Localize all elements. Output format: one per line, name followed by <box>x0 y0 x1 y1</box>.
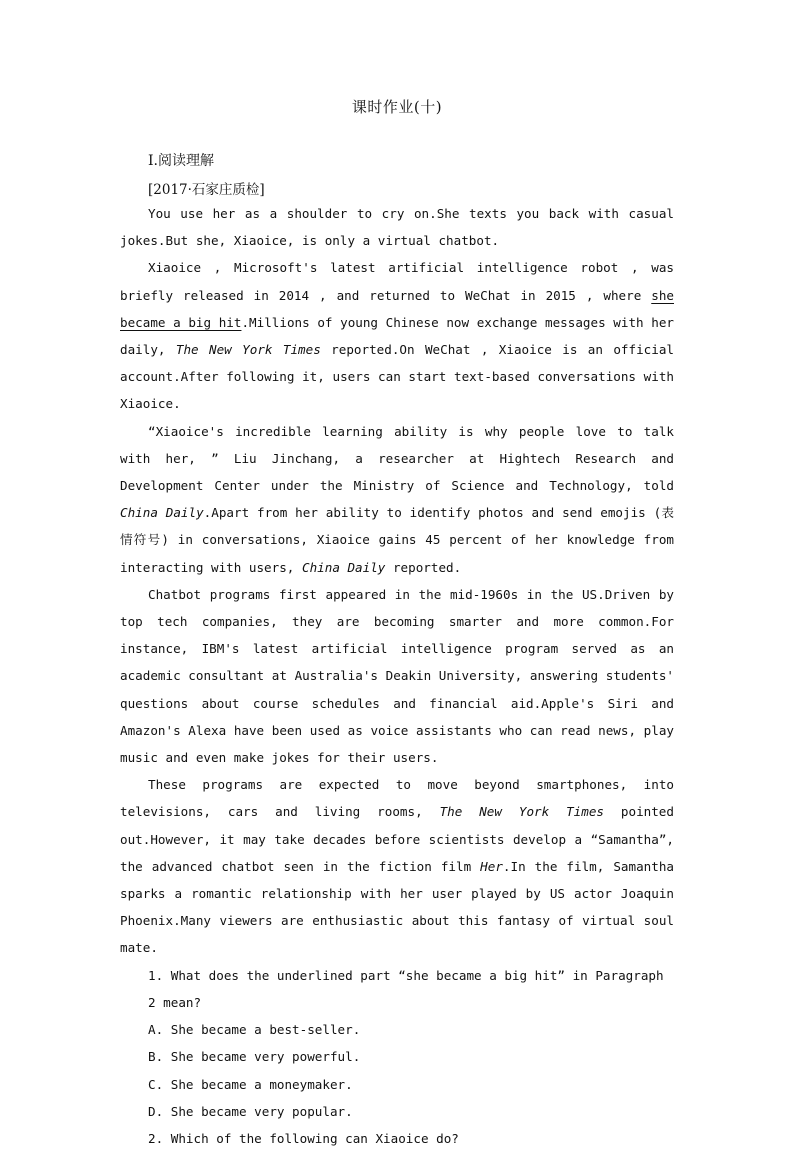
paragraph-1: You use her as a shoulder to cry on.She texts you back with casual jokes.But she, Xiaoice, is only a virtual chatbot. <box>120 206 674 249</box>
paragraph-3 <box>120 418 674 581</box>
paragraph-5-text-a: These programs are expected to move beyond smartphones, into televisions, cars and living rooms, <box>120 777 674 820</box>
newspaper-title: The New York Times <box>439 804 604 820</box>
question-1: 1. What does the underlined part “she became a big hit” in Paragraph 2 mean? <box>148 967 664 1010</box>
paragraph-2-text-c: reported.On WeChat , Xiaoice is an official account.After following it, users can start text-based conversations with Xiaoice. <box>120 342 675 412</box>
newspaper-title: China Daily <box>301 559 386 575</box>
paragraph-3-text-c: reported. <box>385 559 462 575</box>
paragraph-4: Chatbot programs first appeared in the mid-1960s in the US.Driven by top tech companies, they are becoming smarter and more common.For instance, IBM's latest artificial intelligence program served as an academic consultant at Australia's Deakin University, answering students' questions about course schedules and financial aid.Apple's Siri and Amazon's Alexa have been used as voice assistants who can read news, play music and even make jokes for their users. <box>120 586 674 766</box>
question-1-option-c: C. She became a moneymaker. <box>148 1076 353 1092</box>
film-title: Her <box>480 858 503 874</box>
page-title: 课时作业(十) <box>351 98 443 116</box>
paragraph-5-text-b: pointed out.However, it may take decades before scientists develop a “Samantha”, the advanced chatbot seen in the fiction film <box>120 804 674 874</box>
paragraph-5-text-c: .In the film, Samantha sparks a romantic relationship with her user played by US actor Joaquin Phoenix.Many viewers are enthusiastic about this fantasy of virtual soul mate. <box>120 858 674 956</box>
section-heading: Ⅰ.阅读理解 <box>148 153 214 169</box>
paragraph-3-text-b: .Apart from her ability to identify photos and send emojis (表情符号) in conversations, Xiaoice gains 45 percent of her knowledge from interacting with users, <box>120 505 674 575</box>
question-1-option-a: A. She became a best-seller. <box>148 1022 361 1038</box>
paragraph-2-text-b: .Millions of young Chinese now exchange messages with her daily, <box>120 314 674 358</box>
newspaper-title: China Daily <box>120 505 204 521</box>
paragraph-2-text-a: Xiaoice , Microsoft's latest artificial intelligence robot , was briefly released in 2014 , and returned to WeChat in 2015 , where <box>120 260 674 303</box>
question-1-option-d: D. She became very popular. <box>148 1103 353 1119</box>
paragraph-5 <box>120 771 674 961</box>
question-2: 2. Which of the following can Xiaoice do? <box>148 1130 459 1146</box>
paragraph-2 <box>120 254 674 417</box>
source-label: [2017·石家庄质检] <box>148 182 265 198</box>
underlined-phrase: she became a big hit <box>120 287 674 330</box>
passage-body <box>120 200 674 1152</box>
question-1-option-b: B. She became very powerful. <box>148 1049 361 1065</box>
paragraph-3-text-a: “Xiaoice's incredible learning ability is why people love to talk with her, ” Liu Jinchang, a researcher at Hightech Research and Development Center under the Ministry of Science and Technology, told <box>120 423 674 494</box>
newspaper-title: The New York Times <box>175 342 321 358</box>
